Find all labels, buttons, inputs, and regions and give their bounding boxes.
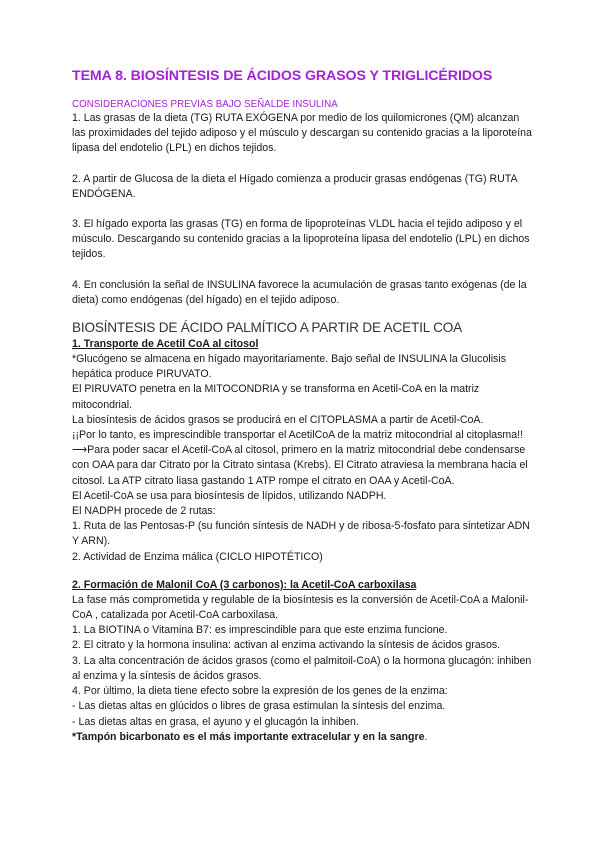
text-line: La fase más comprometida y regulable de la biosíntesis es la conversión de Acetil-CoA a Malonil-CoA , catalizada por Acetil-CoA carboxilasa.: [72, 593, 529, 622]
text-line: *Glucógeno se almacena en hígado mayoritariamente. Bajo señal de INSULINA la Glucolisis hepática produce PIRUVATO.: [72, 353, 506, 381]
text-line: 2. El citrato y la hormona insulina: activan al enzima activando la síntesis de ácidos grasos.: [72, 639, 501, 652]
paragraph-1: 1. Las grasas de la dieta (TG) RUTA EXÓGENA por medio de los quilomicrones (QM) alcanzan las proximidades del tejido adiposo y el músculo y descargan su contenido gracias a la liporoteína lipasa del endotelio (LPL) en dichos tejidos.: [72, 112, 532, 155]
paragraph-2: 2. A partir de Glucosa de la dieta el Hígado comienza a producir grasas endógenas (TG) RUTA ENDÓGENA.: [72, 172, 517, 200]
text-line: 1. La BIOTINA o Vitamina B7: es imprescindible para que este enzima funcione.: [72, 624, 448, 637]
text-line: - Las dietas altas en glúcidos o libres de grasa estimulan la síntesis del enzima.: [72, 700, 446, 713]
section-heading: BIOSÍNTESIS DE ÁCIDO PALMÍTICO A PARTIR DE ACETIL COA: [72, 320, 463, 336]
final-note: [72, 730, 532, 745]
text-line: - Las dietas altas en grasa, el ayuno y el glucagón la inhiben.: [72, 715, 359, 728]
text-line: El Acetil-CoA se usa para biosíntesis de lípidos, utilizando NADPH.: [72, 489, 387, 502]
subsection-heading-2: 2. Formación de Malonil CoA (3 carbonos): la Acetil-CoA carboxilasa: [72, 578, 417, 591]
text-line: La biosíntesis de ácidos grasos se producirá en el CITOPLASMA a partir de Acetil-CoA.: [72, 413, 484, 426]
text-line: El PIRUVATO penetra en la MITOCONDRIA y se transforma en Acetil-CoA en la matriz mitocondrial.: [72, 383, 480, 411]
paragraph-4: 4. En conclusión la señal de INSULINA favorece la acumulación de grasas tanto exógenas (de la dieta) como endógenas (del hígado) en el tejido adiposo.: [72, 278, 527, 306]
subsection-heading-1: 1. Transporte de Acetil CoA al citosol: [72, 338, 259, 351]
text-line: 2. Actividad de Enzima málica (CICLO HIPOTÉTICO): [72, 550, 323, 563]
section-subheading: CONSIDERACIONES PREVIAS BAJO SEÑALDE INSULINA: [72, 99, 338, 110]
paragraph-3: 3. El hígado exporta las grasas (TG) en forma de lipoproteínas VLDL hacia el tejido adiposo y el músculo. Descargando su contenido gracias a la lipoproteína lipasa del endotelio (LPL) en dichos tejidos.: [72, 218, 530, 261]
text-line: 3. La alta concentración de ácidos grasos (como el palmitoil-CoA) o la hormona glucagón: inhiben al enzima y la síntesis de ácidos grasos.: [72, 654, 532, 682]
text-line: ¡¡Por lo tanto, es imprescindible transportar el AcetilCoA de la matriz mitocondrial al citoplasma!!: [72, 429, 524, 442]
document-title: TEMA 8. BIOSÍNTESIS DE ÁCIDOS GRASOS Y TRIGLICÉRIDOS: [72, 68, 493, 84]
final-note-bold: *Tampón bicarbonato es el más importante extracelular y en la sangre: [72, 730, 425, 743]
text-line: ⟶Para poder sacar el Acetil-CoA al citosol, primero en la matriz mitocondrial debe condensarse con OAA para dar Citrato por la Citrato sintasa (Krebs). El Citrato atraviesa la membrana hacia el citosol. La ATP citrato liasa gastando 1 ATP rompe el citrato en OAA y Acetil-CoA.: [72, 444, 528, 487]
text-line: 4. Por último, la dieta tiene efecto sobre la expresión de los genes de la enzima:: [72, 685, 448, 698]
text-line: El NADPH procede de 2 rutas:: [72, 505, 216, 518]
document-page: [72, 68, 532, 745]
final-note-tail: .: [424, 730, 428, 743]
text-line: 1. Ruta de las Pentosas-P (su función síntesis de NADH y de ribosa-5-fosfato para sintetizar ADN Y ARN).: [72, 520, 530, 548]
